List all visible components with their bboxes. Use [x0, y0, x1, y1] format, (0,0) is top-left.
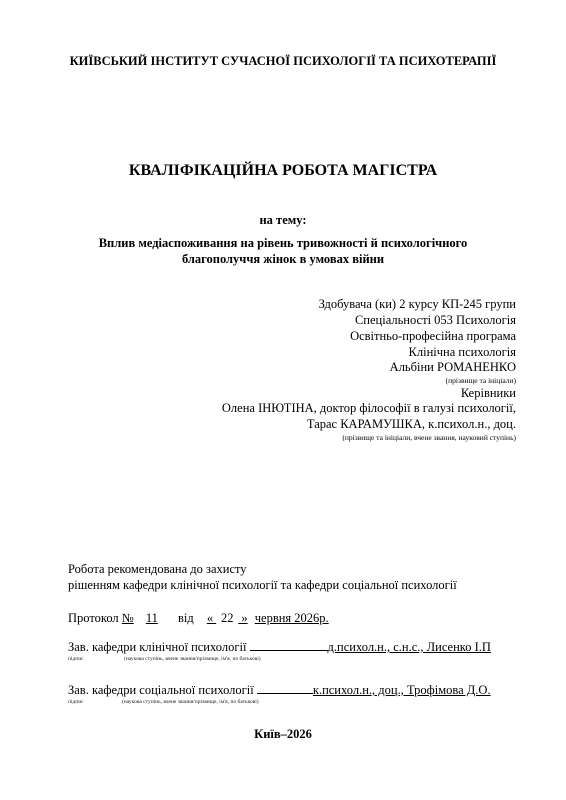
protocol-number: 11 [145, 611, 158, 625]
head-1-label: Зав. кафедри клінічної психології [68, 640, 247, 654]
institute-name: КИЇВСЬКИЙ ІНСТИТУТ СУЧАСНОЇ ПСИХОЛОГІЇ ТА ПСИХОТЕРАПІЇ [69, 54, 497, 68]
head-2-degree-caption: (наукова ступінь, вчене звання/прізвище, ім'я, по батькові) [122, 699, 259, 705]
protocol-number-sign: № [121, 611, 134, 625]
supervisors-caption: (прізвище та ініціали, вчене звання, науковий ступінь) [342, 433, 516, 442]
recommendation-line-1: Робота рекомендована до захисту [68, 562, 247, 576]
protocol-close-quote: » [241, 611, 248, 625]
protocol-label: Протокол [68, 611, 119, 625]
head-1-signature-line [250, 650, 328, 651]
protocol-date-day [207, 611, 248, 626]
head-1-degree-caption: (наукова ступінь, вчене звання/прізвище, ім'я, по батькові) [124, 656, 261, 662]
student-course-group: Здобувача (ки) 2 курсу КП-245 групи [318, 297, 516, 311]
student-program-name: Клінічна психологія [408, 345, 516, 359]
student-program: Освітньо-професійна програма [350, 329, 516, 343]
supervisor-1: Олена ІНЮТІНА, доктор філософії в галузі психології, [221, 401, 516, 415]
student-name-caption: (прізвище та ініціали) [445, 376, 516, 385]
protocol-month-year: червня 2026р. [254, 611, 329, 625]
student-name: Альбіни РОМАНЕНКО [389, 360, 516, 374]
supervisors-heading: Керівники [460, 386, 516, 400]
head-1-sign-caption: підпис [68, 656, 84, 662]
protocol-line [68, 611, 329, 626]
head-2-line [68, 683, 491, 698]
head-2-value: к.психол.н., доц., Трофімова Д.О. [312, 683, 491, 697]
city-year: Київ–2026 [254, 727, 312, 741]
topic-line-1: Вплив медіаспоживання на рівень тривожності й психологічного [98, 236, 468, 250]
protocol-day: 22 [220, 611, 234, 625]
topic-line-2: благополуччя жінок в умовах війни [181, 252, 385, 266]
head-2-label: Зав. кафедри соціальної психології [68, 683, 254, 697]
work-type-title: КВАЛІФІКАЦІЙНА РОБОТА МАГІСТРА [128, 162, 438, 179]
protocol-from: від [177, 611, 194, 625]
head-1-line [68, 640, 491, 655]
protocol-open-quote: « [206, 611, 214, 625]
head-2-signature-line [257, 693, 313, 694]
supervisor-2: Тарас КАРАМУШКА, к.психол.н., доц. [306, 417, 516, 431]
topic-prefix: на тему: [259, 213, 307, 227]
head-1-value: д.психол.н., с.н.с., Лисенко І.П [327, 640, 491, 654]
head-2-sign-caption: підпис [68, 699, 84, 705]
recommendation-line-2: рішенням кафедри клінічної психології та кафедри соціальної психології [68, 578, 457, 592]
student-specialty: Спеціальності 053 Психологія [354, 313, 516, 327]
